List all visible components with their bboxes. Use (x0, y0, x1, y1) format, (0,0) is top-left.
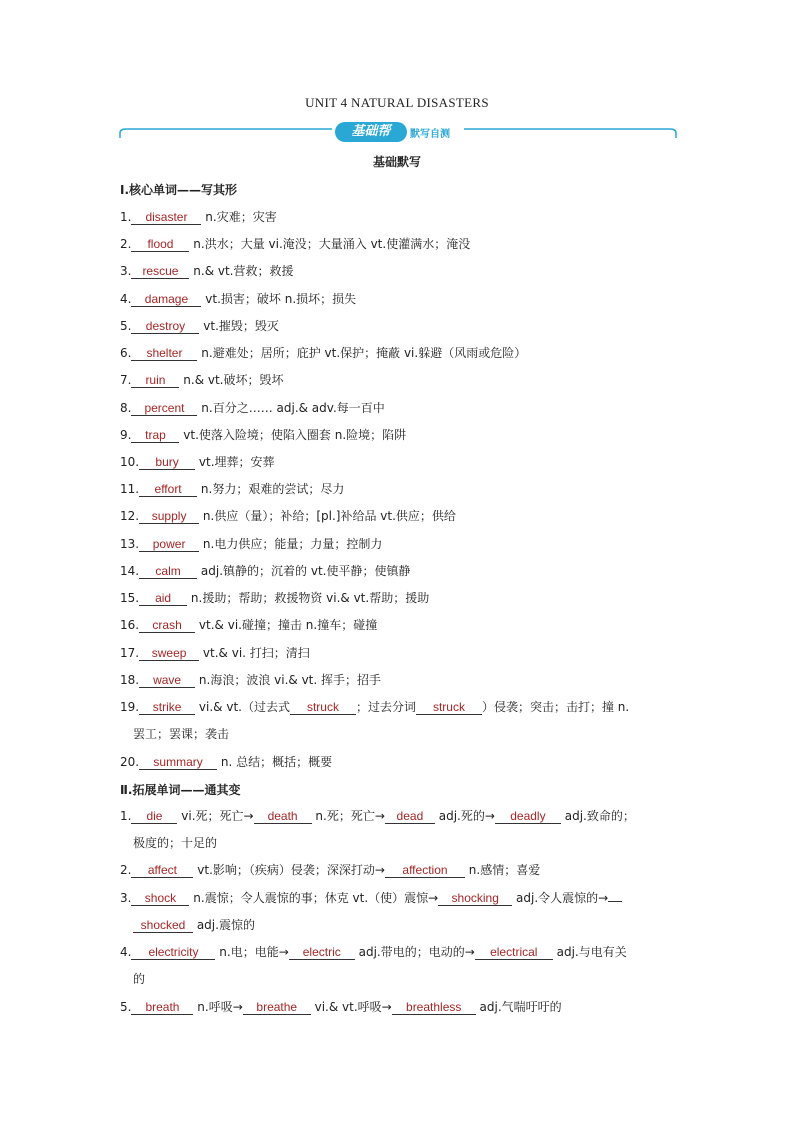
answer-blank: death (254, 809, 312, 824)
page-title: UNIT 4 NATURAL DISASTERS (305, 95, 489, 110)
answer-blank: affect (131, 863, 193, 878)
list-item: 9. trap vt.使落入险境；使陷入圈套 n.险境；陷阱 (120, 428, 407, 442)
answer-blank: breathless (392, 1000, 476, 1015)
answer-blank-end (608, 901, 622, 902)
list-item: 4. damage vt.损害；破坏 n.损坏；损失 (120, 292, 357, 306)
answer-blank: destroy (131, 319, 199, 334)
section-heading-extended-words: Ⅱ.拓展单词——通其变 (120, 783, 241, 797)
answer-blank: calm (139, 564, 197, 579)
answer-blank: trap (131, 428, 179, 443)
answer-blank: breath (131, 1000, 193, 1015)
answer-blank: struck (290, 700, 356, 715)
section-heading-core-words: Ⅰ.核心单词——写其形 (120, 183, 238, 197)
list-item: 8. percent n.百分之…… adj.& adv.每一百中 (120, 401, 385, 415)
answer-blank: percent (131, 401, 197, 416)
answer-blank: die (131, 809, 177, 824)
list-item: 5. breath n.呼吸→ breathe vi.& vt.呼吸→ breathless adj.气喘吁吁的 (120, 1000, 562, 1014)
list-item: 14. calm adj.镇静的；沉着的 vt.使平静；使镇静 (120, 564, 411, 578)
answer-blank: bury (139, 455, 195, 470)
answer-blank: shelter (131, 346, 197, 361)
answer-blank: ruin (131, 373, 179, 388)
answer-blank: struck (416, 700, 482, 715)
answer-blank: disaster (131, 210, 201, 225)
answer-blank: summary (139, 755, 217, 770)
list-item: 2. flood n.洪水；大量 vi.淹没；大量涌入 vt.使灌满水；淹没 (120, 237, 471, 251)
answer-blank: shocking (438, 891, 512, 906)
list-item: 20. summary n. 总结；概括；概要 (120, 755, 333, 769)
list-item: 5. destroy vt.摧毁；毁灭 (120, 319, 279, 333)
list-item: 15. aid n.援助；帮助；救援物资 vi.& vt.帮助；援助 (120, 591, 430, 605)
list-item: 11. effort n.努力；艰难的尝试；尽力 (120, 482, 345, 496)
answer-blank: wave (139, 673, 195, 688)
list-item-continuation: shocked adj.震惊的 (133, 917, 255, 933)
section-banner (118, 120, 678, 146)
list-item: 13. power n.电力供应；能量；力量；控制力 (120, 537, 383, 551)
badge-sublabel: 默写自测 (410, 129, 450, 140)
answer-blank: aid (139, 591, 187, 606)
answer-blank: effort (139, 482, 197, 497)
list-item: 3. shock n.震惊；令人震惊的事；休克 vt.（使）震惊→ shocking adj.令人震惊的→ (120, 890, 680, 906)
answer-blank: deadly (495, 809, 561, 824)
list-item: 18. wave n.海浪；波浪 vi.& vt. 挥手；招手 (120, 673, 382, 687)
answer-blank: shocked (133, 918, 193, 933)
answer-blank: flood (131, 237, 189, 252)
list-item: 17. sweep vt.& vi. 打扫；清扫 (120, 646, 310, 660)
answer-blank: electrical (475, 945, 553, 960)
list-item: 10. bury vt.埋葬；安葬 (120, 455, 275, 469)
list-item: 3. rescue n.& vt.营救；救援 (120, 264, 294, 278)
list-item: 7. ruin n.& vt.破坏；毁坏 (120, 373, 284, 387)
list-item: 16. crash vt.& vi.碰撞；撞击 n.撞车；碰撞 (120, 618, 378, 632)
answer-blank: supply (139, 509, 199, 524)
list-item-continuation: 罢工；罢课；袭击 (133, 727, 230, 741)
answer-blank: sweep (139, 646, 199, 661)
answer-blank: dead (385, 809, 435, 824)
list-item: 12. supply n.供应（量）；补给；[pl.]补给品 vt.供应；供给 (120, 509, 456, 523)
section-subtitle: 基础默写 (372, 155, 421, 169)
answer-blank: strike (139, 700, 195, 715)
list-item: 1. disaster n.灾难；灾害 (120, 210, 277, 224)
list-item: 2. affect vt.影响；（疾病）侵袭；深深打动→ affection n.感情；喜爱 (120, 863, 541, 877)
list-item-continuation: 极度的；十足的 (133, 836, 218, 850)
list-item: 6. shelter n.避难处；居所；庇护 vt.保护；掩蔽 vi.躲避（风雨或危险） (120, 346, 527, 360)
list-item-continuation: 的 (133, 972, 146, 986)
list-item: 4. electricity n.电；电能→ electric adj.带电的；电动的→ electrical adj.与电有关 (120, 945, 627, 959)
answer-blank: crash (139, 618, 195, 633)
answer-blank: electricity (131, 945, 215, 960)
answer-blank: breathe (243, 1000, 311, 1015)
answer-blank: electric (289, 945, 355, 960)
answer-blank: affection (385, 863, 465, 878)
answer-blank: shock (131, 891, 189, 906)
answer-blank: rescue (131, 264, 189, 279)
answer-blank: power (139, 537, 199, 552)
list-item: 19. strike vi.& vt.（过去式 struck ；过去分词 struck ）侵袭；突击；击打；撞 n. (120, 700, 630, 714)
list-item: 1. die vi.死；死亡→ death n.死；死亡→ dead adj.死的→ deadly adj.致命的； (120, 809, 635, 823)
answer-blank: damage (131, 292, 201, 307)
badge-label: 基础帮 (335, 122, 407, 142)
